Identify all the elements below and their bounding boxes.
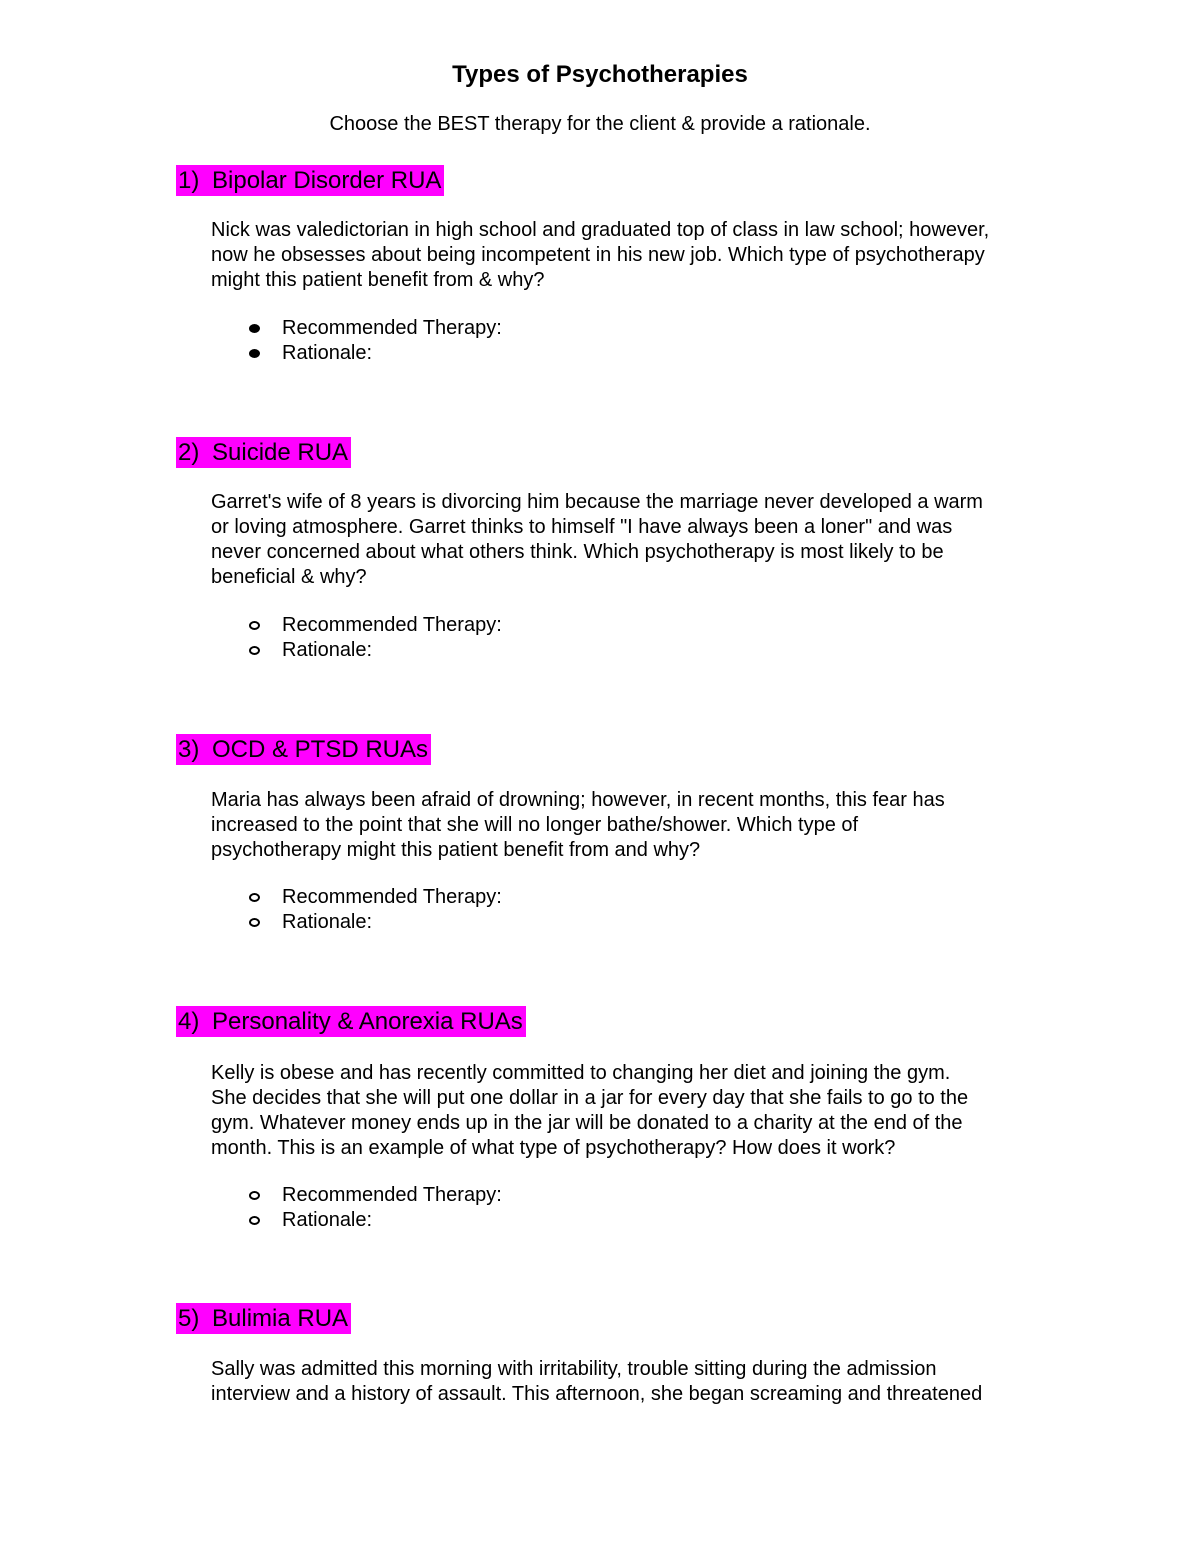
prompt-line: or loving atmosphere. Garret thinks to himself "I have always been a loner" and was: [211, 516, 953, 538]
section-heading: [176, 1303, 351, 1334]
answer-bullet-list: [211, 613, 1071, 663]
question-prompt: [211, 490, 1071, 590]
question-prompt: [211, 218, 1071, 293]
hollow-bullet-icon: [249, 1191, 260, 1200]
prompt-line: Kelly is obese and has recently committed to changing her diet and joining the gym.: [211, 1062, 951, 1084]
section-title: Bulimia RUA: [212, 1305, 349, 1332]
bullet-label: Rationale:: [282, 342, 373, 364]
hollow-bullet-icon: [249, 1216, 260, 1225]
section-number: 1): [178, 167, 200, 194]
answer-bullet-list: [211, 1183, 1071, 1233]
page-subtitle: Choose the BEST therapy for the client & provide a rationale.: [329, 113, 871, 135]
bullet-label: Rationale:: [282, 1209, 373, 1231]
prompt-line: increased to the point that she will no longer bathe/shower. Which type of: [211, 814, 859, 836]
prompt-line: Maria has always been afraid of drowning; however, in recent months, this fear has: [211, 789, 945, 811]
bullet-label: Rationale:: [282, 911, 373, 933]
prompt-line: gym. Whatever money ends up in the jar will be donated to a charity at the end of the: [211, 1112, 963, 1134]
bullet-item-recommended-therapy: [211, 316, 1071, 341]
prompt-line: Garret's wife of 8 years is divorcing him because the marriage never developed a warm: [211, 491, 983, 513]
bullet-item-recommended-therapy: [211, 885, 1071, 910]
bullet-label: Recommended Therapy:: [282, 886, 502, 908]
section-title: Suicide RUA: [212, 439, 349, 466]
section-heading: [176, 734, 431, 765]
prompt-line: never concerned about what others think. Which psychotherapy is most likely to be: [211, 541, 944, 563]
prompt-line: might this patient benefit from & why?: [211, 269, 545, 291]
bullet-label: Recommended Therapy:: [282, 317, 502, 339]
section-number: 2): [178, 439, 200, 466]
answer-bullet-list: [211, 885, 1071, 935]
page-title: Types of Psychotherapies: [452, 61, 748, 88]
prompt-line: month. This is an example of what type of psychotherapy? How does it work?: [211, 1137, 896, 1159]
bullet-item-recommended-therapy: [211, 613, 1071, 638]
prompt-line: She decides that she will put one dollar in a jar for every day that she fails to go to the: [211, 1087, 969, 1109]
prompt-line: psychotherapy might this patient benefit from and why?: [211, 839, 701, 861]
bullet-item-rationale: [211, 910, 1071, 935]
section-number: 5): [178, 1305, 200, 1332]
bullet-item-rationale: [211, 341, 1071, 366]
bullet-label: Rationale:: [282, 639, 373, 661]
bullet-item-rationale: [211, 1208, 1071, 1233]
hollow-bullet-icon: [249, 893, 260, 902]
prompt-line: Nick was valedictorian in high school and graduated top of class in law school; however,: [211, 219, 990, 241]
hollow-bullet-icon: [249, 621, 260, 630]
section-heading: [176, 1006, 526, 1037]
section-title: Personality & Anorexia RUAs: [212, 1008, 523, 1035]
bullet-label: Recommended Therapy:: [282, 614, 502, 636]
question-prompt: [211, 1061, 1071, 1161]
question-prompt: [211, 788, 1071, 863]
bullet-label: Recommended Therapy:: [282, 1184, 502, 1206]
filled-bullet-icon: [249, 349, 260, 358]
hollow-bullet-icon: [249, 646, 260, 655]
section-heading: [176, 437, 351, 468]
prompt-line: beneficial & why?: [211, 566, 367, 588]
answer-bullet-list: [211, 316, 1071, 366]
filled-bullet-icon: [249, 324, 260, 333]
question-prompt: [211, 1357, 1071, 1407]
hollow-bullet-icon: [249, 918, 260, 927]
prompt-line: now he obsesses about being incompetent in his new job. Which type of psychotherapy: [211, 244, 985, 266]
bullet-item-rationale: [211, 638, 1071, 663]
section-number: 3): [178, 736, 200, 763]
section-number: 4): [178, 1008, 200, 1035]
section-heading: [176, 165, 444, 196]
prompt-line: Sally was admitted this morning with irritability, trouble sitting during the admission: [211, 1358, 937, 1380]
bullet-item-recommended-therapy: [211, 1183, 1071, 1208]
section-title: OCD & PTSD RUAs: [212, 736, 429, 763]
prompt-line: interview and a history of assault. This afternoon, she began screaming and threatened: [211, 1383, 983, 1405]
section-title: Bipolar Disorder RUA: [212, 167, 442, 194]
